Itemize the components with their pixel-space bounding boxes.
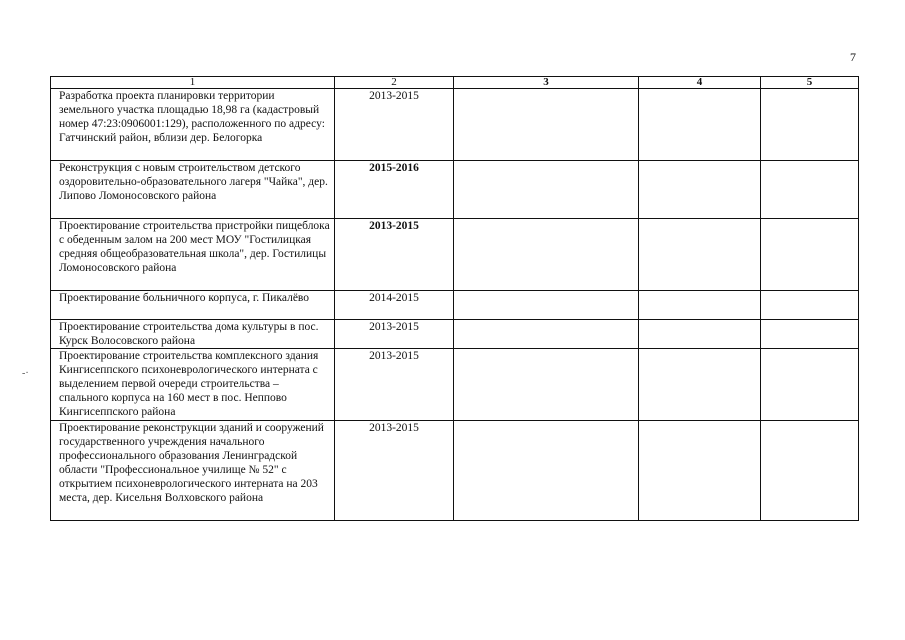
table-row	[51, 219, 859, 291]
table-row	[51, 89, 859, 161]
row-cell-4	[639, 421, 761, 521]
row-cell-5	[761, 219, 859, 291]
row-description: Реконструкция с новым строительством детского оздоровительно-образовательного лагеря "Чайка", дер. Липово Ломоносовского района	[51, 161, 335, 219]
row-description: Проектирование реконструкции зданий и сооружений государственного учреждения начального профессионального образования Ленинградской области "Профессиональное училище № 52" с открытием психоневрологического интерната на 203 места, дер. Кисельня Волховского района	[51, 421, 335, 521]
row-cell-3	[454, 320, 639, 349]
margin-mark: -·	[22, 368, 29, 379]
row-description: Проектирование больничного корпуса, г. Пикалёво	[51, 291, 335, 320]
table-row	[51, 349, 859, 421]
row-cell-4	[639, 291, 761, 320]
table-row	[51, 320, 859, 349]
column-header-4: 4	[639, 77, 761, 89]
table-row	[51, 291, 859, 320]
row-cell-3	[454, 161, 639, 219]
row-cell-3	[454, 349, 639, 421]
row-cell-5	[761, 161, 859, 219]
row-cell-4	[639, 349, 761, 421]
row-description: Проектирование строительства комплексного здания Кингисеппского психоневрологического интерната с выделением первой очереди строительства – спального корпуса на 160 мест в пос. Неппово Кингисеппского района	[51, 349, 335, 421]
page-number: 7	[850, 50, 856, 64]
row-years: 2013-2015	[335, 320, 454, 349]
row-years: 2013-2015	[335, 219, 454, 291]
column-header-1: 1	[51, 77, 335, 89]
row-cell-4	[639, 89, 761, 161]
row-description: Проектирование строительства пристройки пищеблока с обеденным залом на 200 мест МОУ "Гостилицкая средняя общеобразовательная школа", дер. Гостилицы Ломоносовского района	[51, 219, 335, 291]
row-cell-4	[639, 219, 761, 291]
column-header-3: 3	[454, 77, 639, 89]
row-cell-3	[454, 219, 639, 291]
data-table	[50, 76, 859, 521]
row-cell-3	[454, 89, 639, 161]
row-description: Разработка проекта планировки территории земельного участка площадью 18,98 га (кадастровый номер 47:23:0906001:129), расположенного по адресу: Гатчинский район, вблизи дер. Белогорка	[51, 89, 335, 161]
table-header-row	[51, 77, 859, 89]
row-cell-5	[761, 291, 859, 320]
table-row	[51, 421, 859, 521]
row-cell-5	[761, 320, 859, 349]
row-cell-5	[761, 89, 859, 161]
column-header-5: 5	[761, 77, 859, 89]
row-cell-5	[761, 349, 859, 421]
row-years: 2013-2015	[335, 349, 454, 421]
row-cell-3	[454, 421, 639, 521]
row-cell-4	[639, 320, 761, 349]
row-cell-5	[761, 421, 859, 521]
row-years: 2015-2016	[335, 161, 454, 219]
table-row	[51, 161, 859, 219]
row-years: 2013-2015	[335, 421, 454, 521]
row-years: 2014-2015	[335, 291, 454, 320]
row-cell-4	[639, 161, 761, 219]
column-header-2: 2	[335, 77, 454, 89]
row-years: 2013-2015	[335, 89, 454, 161]
row-cell-3	[454, 291, 639, 320]
row-description: Проектирование строительства дома культуры в пос. Курск Волосовского района	[51, 320, 335, 349]
